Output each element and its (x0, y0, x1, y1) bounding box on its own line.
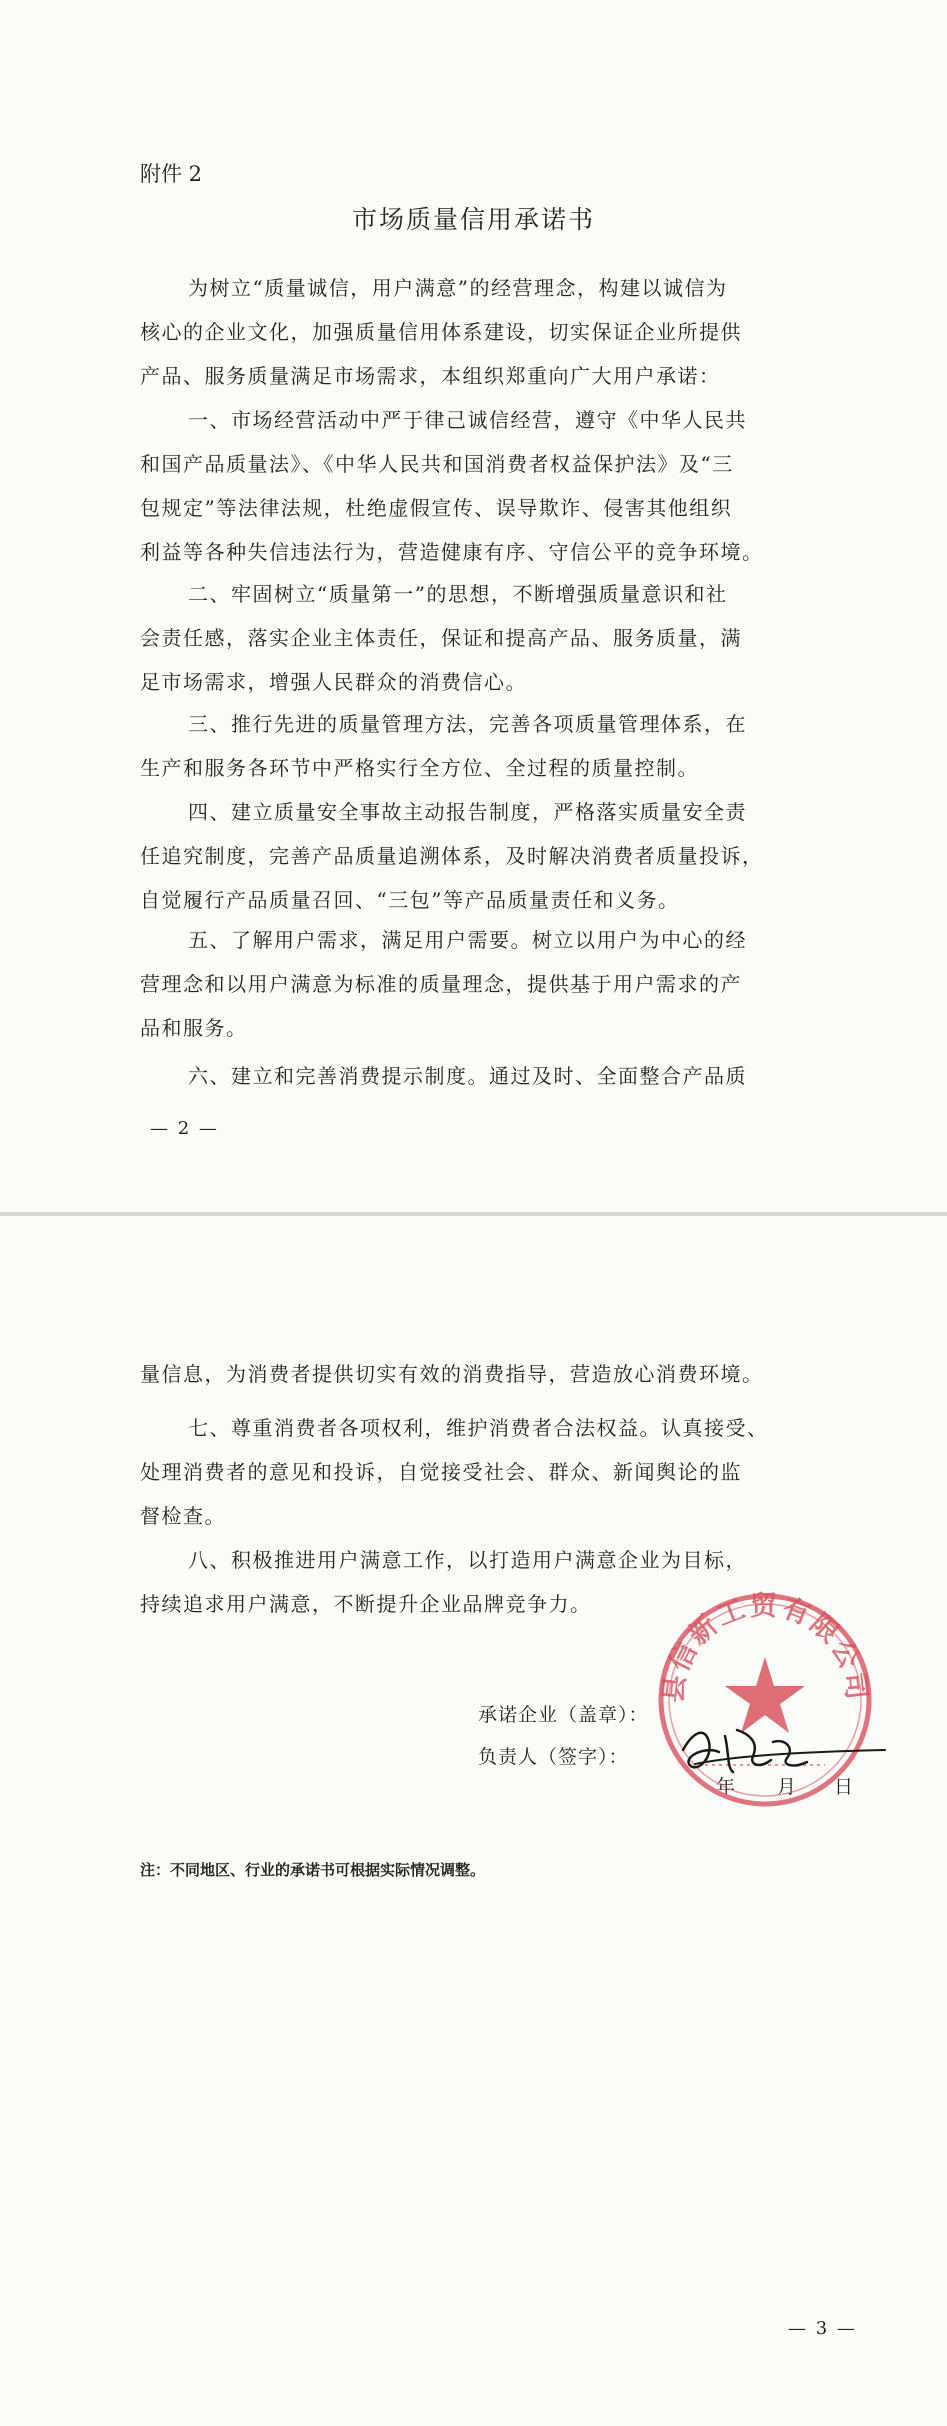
page-number: — 3 — (788, 2318, 857, 2339)
seal-text: 县信新工贸有限公司 (658, 1591, 872, 1705)
text-line: 处理消费者的意见和投诉，自觉接受社会、群众、新闻舆论的监 (140, 1460, 742, 1484)
text-line: 生产和服务各环节中严格实行全方位、全过程的质量控制。 (140, 756, 699, 780)
clause-2-paragraph (140, 572, 852, 704)
text-line: 包规定”等法律法规，杜绝虚假宣传、误导欺诈、侵害其他组织 (140, 496, 733, 520)
clause-6-paragraph-start (140, 1054, 852, 1098)
clause-1-paragraph (140, 398, 852, 574)
text-line: 会责任感，落实企业主体责任，保证和提高产品、服务质量，满 (140, 626, 742, 650)
document-title: 市场质量信用承诺书 (351, 205, 595, 234)
page-number: — 2 — (150, 1118, 219, 1139)
clause-3-paragraph (140, 702, 852, 790)
footnote: 注：不同地区、行业的承诺书可根据实际情况调整。 (140, 1861, 486, 1879)
text-line: 足市场需求，增强人民群众的消费信心。 (140, 670, 527, 694)
clause-5-paragraph (140, 918, 852, 1050)
date-day: 日 (834, 1776, 855, 1798)
attachment-label: 附件 2 (140, 162, 203, 186)
clause-7-paragraph (140, 1406, 852, 1538)
text-line: 七、尊重消费者各项权利，维护消费者合法权益。认真接受、 (188, 1416, 769, 1440)
text-line: 核心的企业文化，加强质量信用体系建设，切实保证企业所提供 (140, 320, 742, 344)
text-line: 八、积极推进用户满意工作，以打造用户满意企业为目标， (188, 1548, 747, 1572)
clause-4-paragraph (140, 790, 852, 922)
intro-paragraph (140, 266, 852, 398)
date-month: 月 (777, 1776, 798, 1798)
text-line: 五、了解用户需求，满足用户需要。树立以用户为中心的经 (188, 928, 747, 952)
handwritten-signature (675, 1712, 890, 1782)
text-line: 二、牢固树立“质量第一”的思想，不断增强质量意识和社 (188, 582, 728, 606)
text-line: 四、建立质量安全事故主动报告制度，严格落实质量安全责 (188, 800, 747, 824)
document-page-1 (0, 0, 947, 1212)
responsible-person-label: 负责人（签字）： (478, 1746, 629, 1768)
text-line: 三、推行先进的质量管理方法，完善各项质量管理体系，在 (188, 712, 747, 736)
text-line: 产品、服务质量满足市场需求，本组织郑重向广大用户承诺： (140, 364, 721, 388)
text-line: 量信息，为消费者提供切实有效的消费指导，营造放心消费环境。 (140, 1362, 764, 1386)
text-line: 任追究制度，完善产品质量追溯体系，及时解决消费者质量投诉， (140, 844, 764, 868)
text-line: 品和服务。 (140, 1016, 248, 1040)
document-page-2 (0, 1216, 947, 2426)
text-line: 营理念和以用户满意为标准的质量理念，提供基于用户需求的产 (140, 972, 742, 996)
company-seal-label: 承诺企业（盖章）： (478, 1704, 649, 1726)
text-line: 和国产品质量法》、《中华人民共和国消费者权益保护法》及“三 (140, 452, 734, 476)
text-line: 督检查。 (140, 1504, 226, 1528)
text-line: 自觉履行产品质量召回、“三包”等产品质量责任和义务。 (140, 888, 680, 912)
clause-6-paragraph-end (140, 1352, 852, 1396)
text-line: 利益等各种失信违法行为，营造健康有序、守信公平的竞争环境。 (140, 540, 764, 564)
text-line: 一、市场经营活动中严于律己诚信经营，遵守《中华人民共 (188, 408, 747, 432)
text-line: 为树立“质量诚信，用户满意”的经营理念，构建以诚信为 (188, 276, 728, 300)
text-line: 持续追求用户满意，不断提升企业品牌竞争力。 (140, 1592, 592, 1616)
text-line: 六、建立和完善消费提示制度。通过及时、全面整合产品质 (188, 1064, 747, 1088)
date-year: 年 (716, 1776, 737, 1798)
